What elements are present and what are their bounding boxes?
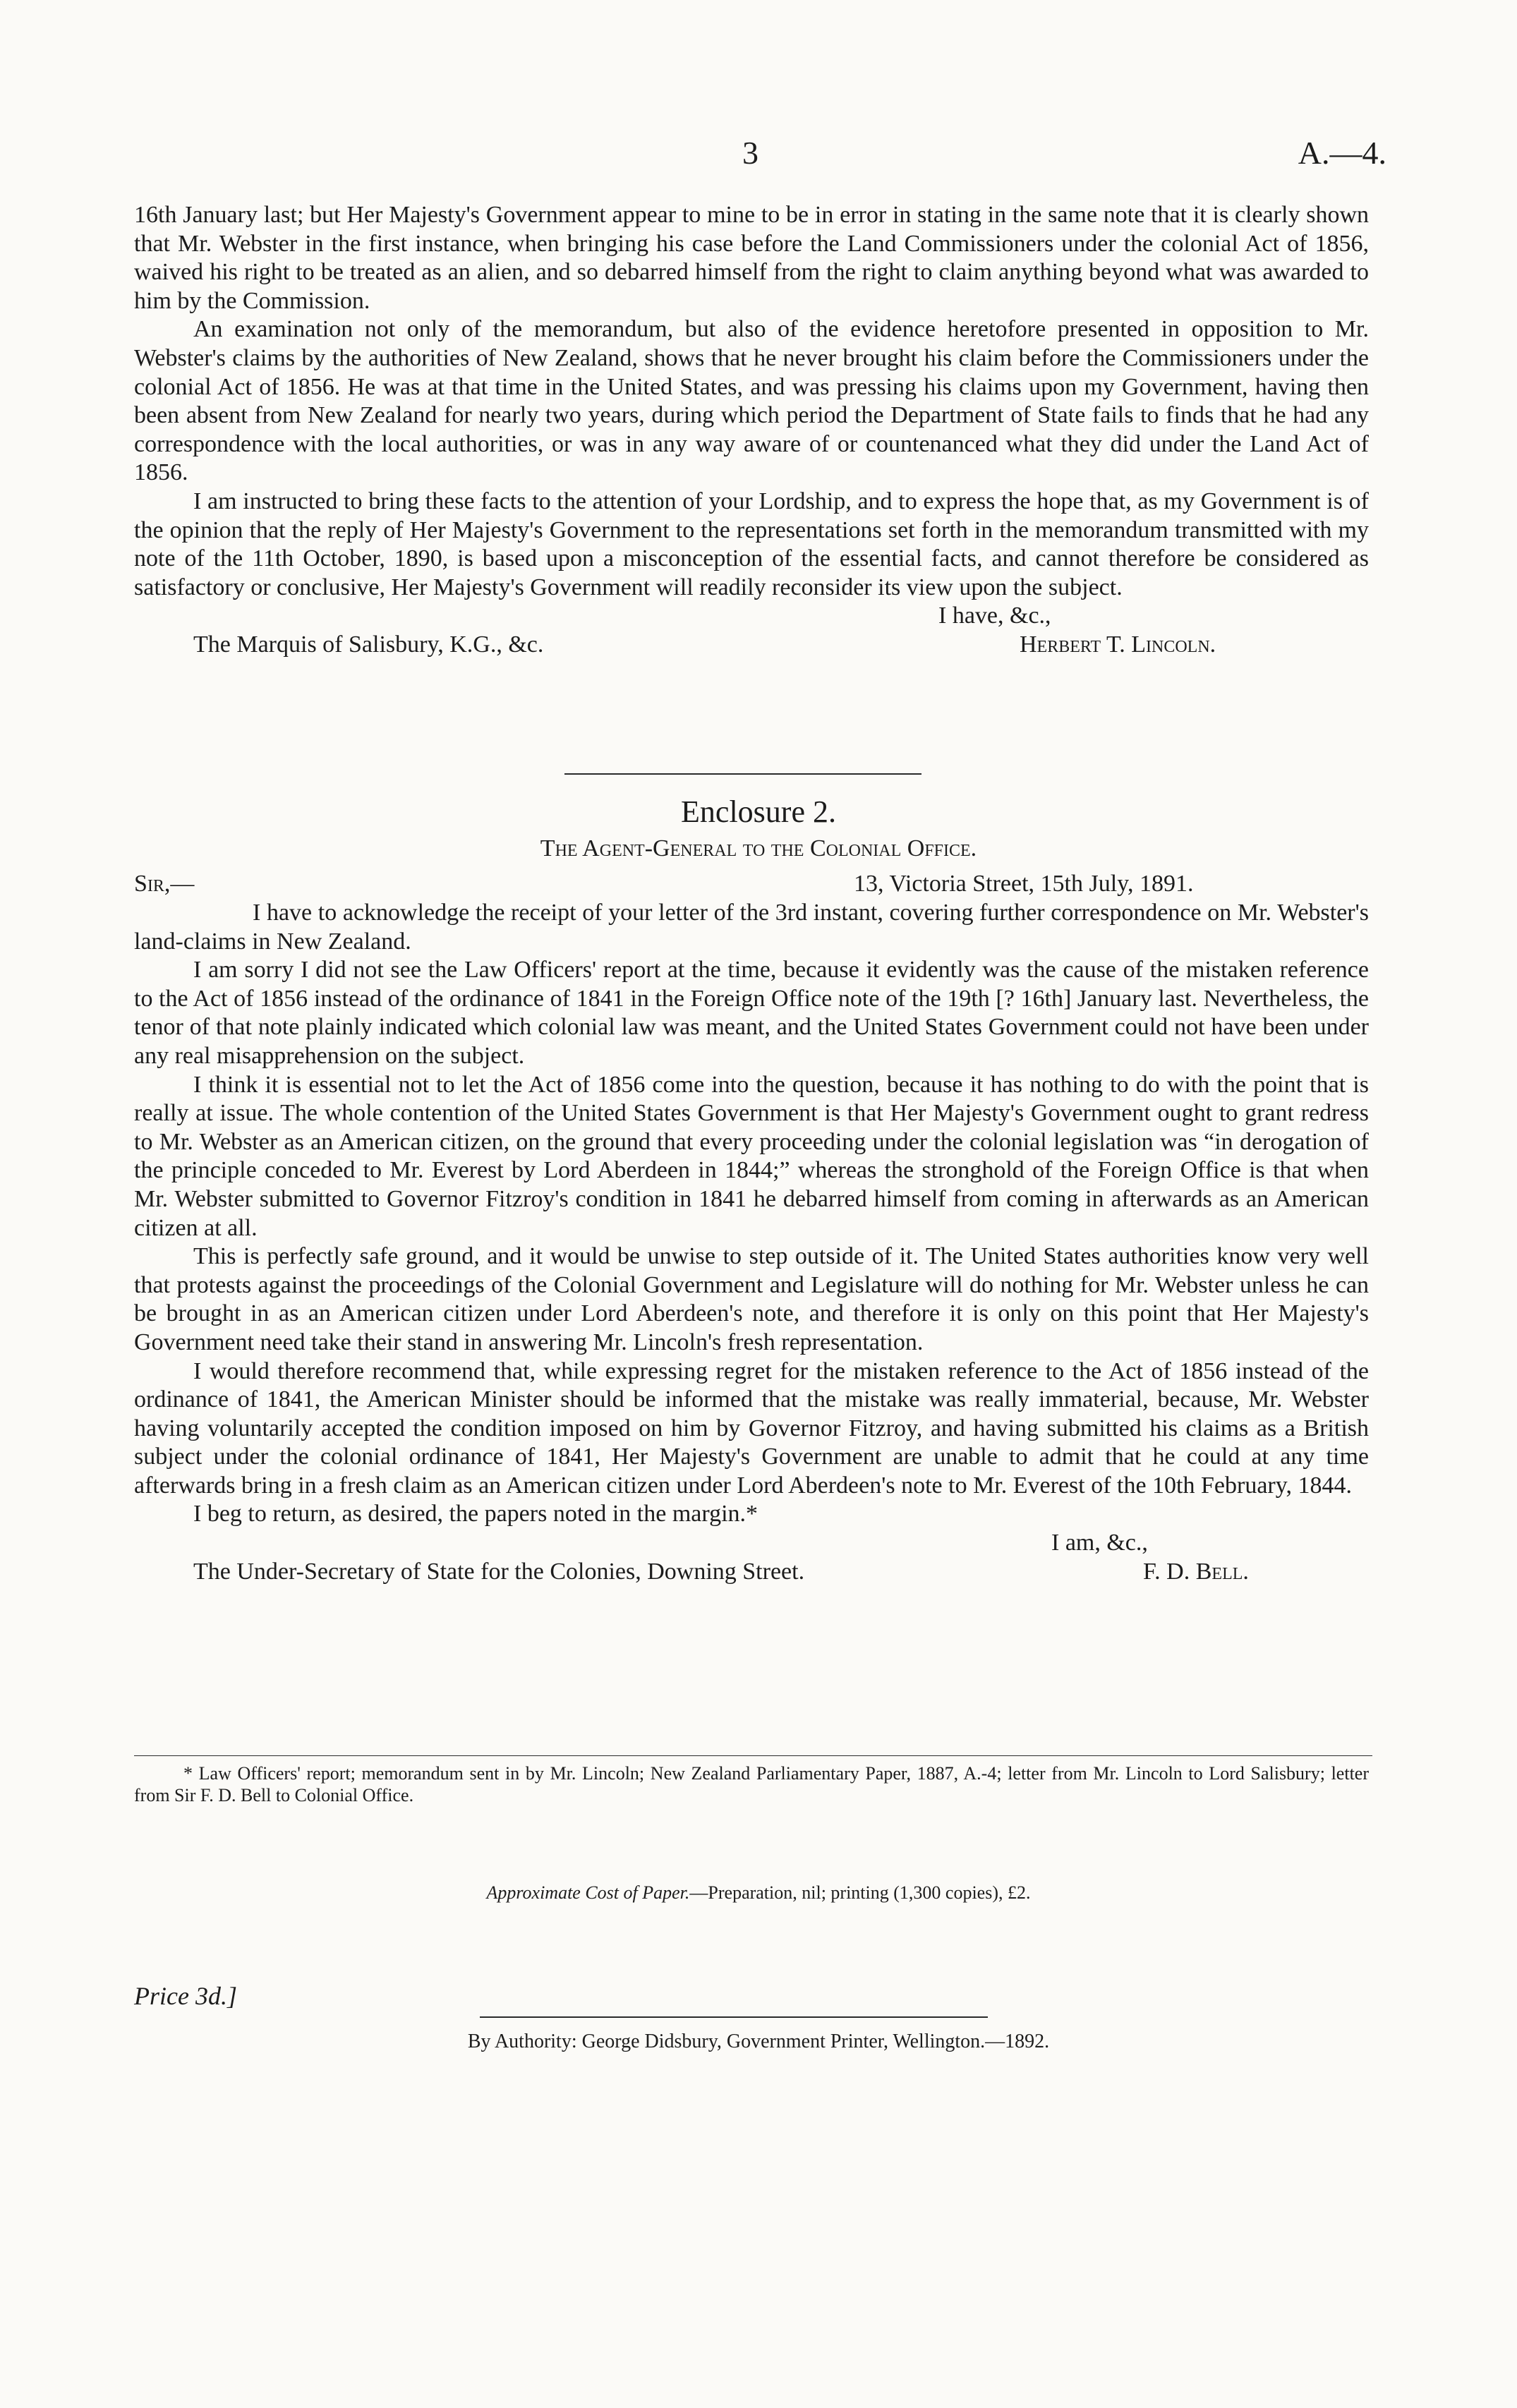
paper-code: A.—4. bbox=[1298, 135, 1386, 171]
cost-text: —Preparation, nil; printing (1,300 copies), £2. bbox=[689, 1882, 1031, 1903]
closing-formula: I am, &c., bbox=[1051, 1530, 1148, 1556]
cost-line bbox=[0, 1882, 1517, 1904]
footnote-text: * Law Officers' report; memorandum sent in by Mr. Lincoln; New Zealand Parliamentary Paper, 1887, A.-4; letter from Mr. Lincoln to Lord Salisbury; letter from Sir F. D. Bell to Colonial Office. bbox=[134, 1763, 1369, 1805]
address-date: 13, Victoria Street, 15th July, 1891. bbox=[854, 871, 1194, 897]
addressee: The Marquis of Salisbury, K.G., &c. bbox=[193, 631, 544, 658]
letter-bell bbox=[134, 870, 1369, 1587]
letter-paragraph: I would therefore recommend that, while expressing regret for the mistaken reference to the Act of 1856 instead of the ordinance of 1841, the American Minister should be informed that the mistake was really immaterial, because, Mr. Webster having voluntarily accepted the condition imposed on him by Governor Fitzroy, and having submitted his claims as a British subject under the colonial ordinance of 1841, Her Majesty's Government are unable to admit that he could at any time afterwards bring in a fresh claim as an American citizen under Lord Aberdeen's note to Mr. Everest of the 10th February, 1844. bbox=[134, 1357, 1369, 1499]
page-number: 3 bbox=[742, 135, 758, 171]
page-header bbox=[0, 134, 1517, 176]
letter-paragraph: I beg to return, as desired, the papers noted in the margin.* bbox=[193, 1501, 758, 1527]
letter-paragraph: I am instructed to bring these facts to the attention of your Lordship, and to express the hope that, as my Government is of the opinion that the reply of Her Majesty's Government to the representations set forth in the memorandum transmitted with my note of the 11th October, 1890, is based upon a misconception of the essential facts, and cannot therefore be considered as satisfactory or conclusive, Her Majesty's Government will readily reconsider its view upon the subject. bbox=[134, 488, 1369, 600]
addressee: The Under-Secretary of State for the Colonies, Downing Street. bbox=[193, 1559, 805, 1585]
letter-paragraph: 16th January last; but Her Majesty's Government appear to mine to be in error in stating in the same note that it is clearly shown that Mr. Webster in the first instance, when bringing his case before the Land Commissioners under the colonial Act of 1856, waived his right to be treated as an alien, and so debarred himself from the right to claim anything beyond what was awarded to him by the Commission. bbox=[134, 202, 1369, 314]
closing-row bbox=[134, 602, 1369, 631]
letter-lincoln bbox=[134, 201, 1369, 660]
closing-row bbox=[134, 1529, 1369, 1558]
enclosure-title: Enclosure 2. bbox=[681, 794, 836, 829]
footnote bbox=[134, 1762, 1369, 1806]
salutation-row bbox=[134, 870, 1369, 899]
signature-row bbox=[134, 631, 1369, 660]
signature-row bbox=[134, 1558, 1369, 1587]
letter-paragraph: I think it is essential not to let the Act of 1856 come into the question, because it has nothing to do with the point that is really at issue. The whole contention of the United States Government is that Her Majesty's Government ought to grant redress to Mr. Webster as an American citizen, on the ground that every proceeding under the colonial legislation was “in derogation of the principle conceded to Mr. Everest by Lord Aberdeen in 1844;” whereas the stronghold of the Foreign Office is that when Mr. Webster submitted to Governor Fitzroy's condition in 1841 he debarred himself from coming in afterwards as an American citizen at all. bbox=[134, 1071, 1369, 1241]
signature: Herbert T. Lincoln. bbox=[1020, 631, 1216, 658]
printer-imprint: By Authority: George Didsbury, Government Printer, Wellington.—1892. bbox=[467, 2031, 1050, 2052]
closing-formula: I have, &c., bbox=[938, 603, 1051, 629]
letter-paragraph: I am sorry I did not see the Law Officers' report at the time, because it evidently was the cause of the mistaken reference to the Act of 1856 instead of the ordinance of 1841 in the Foreign Office note of the 19th [? 16th] January last. Nevertheless, the tenor of that note plainly indicated which colonial law was meant, and the United States Government could not have been under any real misapprehension on the subject. bbox=[134, 957, 1369, 1069]
letter-paragraph: I have to acknowledge the receipt of your letter of the 3rd instant, covering further correspondence on Mr. Webster's land-claims in New Zealand. bbox=[134, 900, 1369, 955]
enclosure-subtitle: The Agent-General to the Colonial Office. bbox=[540, 835, 977, 861]
salutation: Sir,— bbox=[134, 871, 195, 897]
imprint-divider bbox=[480, 2016, 988, 2018]
signature: F. D. Bell. bbox=[1143, 1559, 1249, 1585]
price: Price 3d.] bbox=[134, 1982, 237, 2010]
footnote-divider bbox=[134, 1755, 1372, 1756]
section-divider bbox=[564, 773, 921, 775]
cost-label: Approximate Cost of Paper. bbox=[486, 1882, 690, 1903]
letter-paragraph: This is perfectly safe ground, and it would be unwise to step outside of it. The United States authorities know very well that protests against the proceedings of the Colonial Government and Legislature will do nothing for Mr. Webster unless he can be brought in as an American citizen under Lord Aberdeen's note, and therefore it is only on this point that Her Majesty's Government need take their stand in answering Mr. Lincoln's fresh representation. bbox=[134, 1243, 1369, 1355]
letter-paragraph: An examination not only of the memorandum, but also of the evidence heretofore presented in opposition to Mr. Webster's claims by the authorities of New Zealand, shows that he never brought his claim before the Commissioners under the colonial Act of 1856. He was at that time in the United States, and was pressing his claims upon my Government, having then been absent from New Zealand for nearly two years, during which period the Department of State fails to finds that he had any correspondence with the local authorities, or was in any way aware of or countenanced what they did under the Land Act of 1856. bbox=[134, 316, 1369, 486]
